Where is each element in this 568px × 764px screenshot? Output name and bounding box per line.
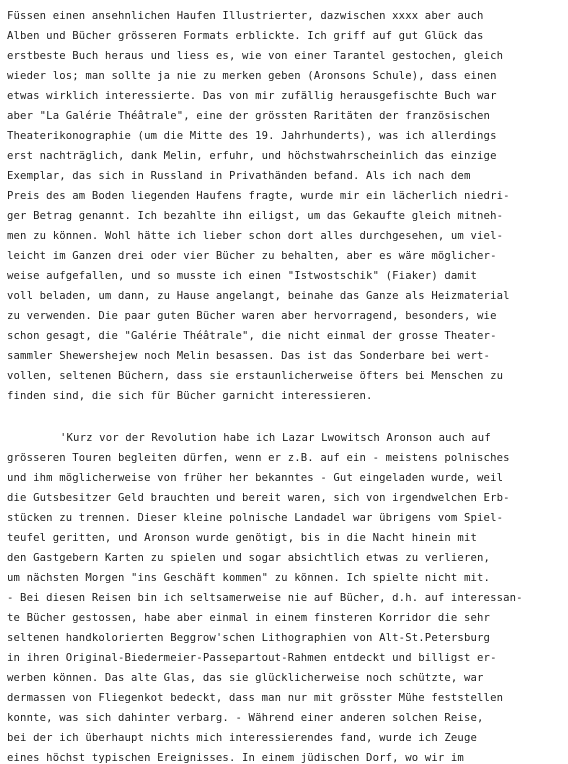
text-line: vollen, seltenen Büchern, dass sie erstaunlicherweise öfters bei Menschen zu — [7, 370, 504, 382]
text-line: Füssen einen ansehnlichen Haufen Illustrierter, dazwischen xxxx aber auch — [7, 10, 484, 22]
text-line: voll beladen, um dann, zu Hause angelangt, beinahe das Ganze als Heizmaterial — [7, 290, 510, 302]
text-line: eines höchst typischen Ereignisses. In einem jüdischen Dorf, wo wir im — [7, 752, 464, 764]
text-line: ger Betrag genannt. Ich bezahlte ihn eiligst, um das Gekaufte gleich mitneh- — [7, 210, 504, 222]
text-line: finden sind, die sich für Bücher garnicht interessieren. — [7, 390, 373, 402]
text-line: konnte, was sich dahinter verbarg. - Während einer anderen solchen Reise, — [7, 712, 484, 724]
text-line: seltenen handkolorierten Beggrow'schen Lithographien von Alt-St.Petersburg — [7, 632, 491, 644]
text-line: um nächsten Morgen "ins Geschäft kommen" zu können. Ich spielte nicht mit. — [7, 572, 491, 584]
text-line: 'Kurz vor der Revolution habe ich Lazar Lwowitsch Aronson auch auf — [60, 432, 491, 444]
text-line: aber "La Galérie Théâtrale", eine der grössten Raritäten der französischen — [7, 110, 491, 122]
text-line: sammler Shewershejew noch Melin besassen. Das ist das Sonderbare bei wert- — [7, 350, 491, 362]
text-line: schon gesagt, die "Galérie Théâtrale", die nicht einmal der grosse Theater- — [7, 330, 497, 342]
text-line: erstbeste Buch heraus und liess es, wie von einer Tarantel gestochen, gleich — [7, 50, 504, 62]
text-line: den Gastgebern Karten zu spielen und sogar absichtlich etwas zu verlieren, — [7, 552, 491, 564]
text-line: Theaterikonographie (um die Mitte des 19. Jahrhunderts), was ich allerdings — [7, 130, 497, 142]
text-line: te Bücher gestossen, habe aber einmal in einem finsteren Korridor die sehr — [7, 612, 491, 624]
text-line: die Gutsbesitzer Geld brauchten und bereit waren, sich von irgendwelchen Erb- — [7, 492, 510, 504]
text-line: stücken zu trennen. Dieser kleine polnische Landadel war übrigens vom Spiel- — [7, 512, 504, 524]
text-line: bei der ich überhaupt nichts mich interessierendes fand, wurde ich Zeuge — [7, 732, 478, 744]
text-line: wieder los; man sollte ja nie zu merken geben (Aronsons Schule), dass einen — [7, 70, 497, 82]
text-line: Alben und Bücher grösseren Formats erblickte. Ich griff auf gut Glück das — [7, 30, 484, 42]
text-line: etwas wirklich interessierte. Das von mir zufällig herausgefischte Buch war — [7, 90, 497, 102]
text-line: erst nachträglich, dank Melin, erfuhr, und höchstwahrscheinlich das einzige — [7, 150, 497, 162]
text-line: teufel geritten, und Aronson wurde genötigt, bis in die Nacht hinein mit — [7, 532, 478, 544]
text-line: men zu können. Wohl hätte ich lieber schon dort alles durchgesehen, um viel- — [7, 230, 504, 242]
text-line: Preis des am Boden liegenden Haufens fragte, wurde mir ein lächerlich niedri- — [7, 190, 510, 202]
text-line: Exemplar, das sich in Russland in Privathänden befand. Als ich nach dem — [7, 170, 471, 182]
text-line: dermassen von Fliegenkot bedeckt, dass man nur mit grösster Mühe feststellen — [7, 692, 504, 704]
text-line: zu verwenden. Die paar guten Bücher waren aber hervorragend, besonders, wie — [7, 310, 497, 322]
text-line: und ihm möglicherweise von früher her bekanntes - Gut eingeladen wurde, weil — [7, 472, 504, 484]
text-line: weise aufgefallen, und so musste ich einen "Istwostschik" (Fiaker) damit — [7, 270, 478, 282]
text-line: in ihren Original-Biedermeier-Passepartout-Rahmen entdeckt und billigst er- — [7, 652, 497, 664]
text-line: grösseren Touren begleiten dürfen, wenn er z.B. auf ein - meistens polnisches — [7, 452, 510, 464]
text-line: leicht im Ganzen drei oder vier Bücher zu behalten, aber es wäre möglicher- — [7, 250, 497, 262]
text-line: werben können. Das alte Glas, das sie glücklicherweise noch schützte, war — [7, 672, 484, 684]
text-line: - Bei diesen Reisen bin ich seltsamerweise nie auf Bücher, d.h. auf interessan- — [7, 592, 523, 604]
